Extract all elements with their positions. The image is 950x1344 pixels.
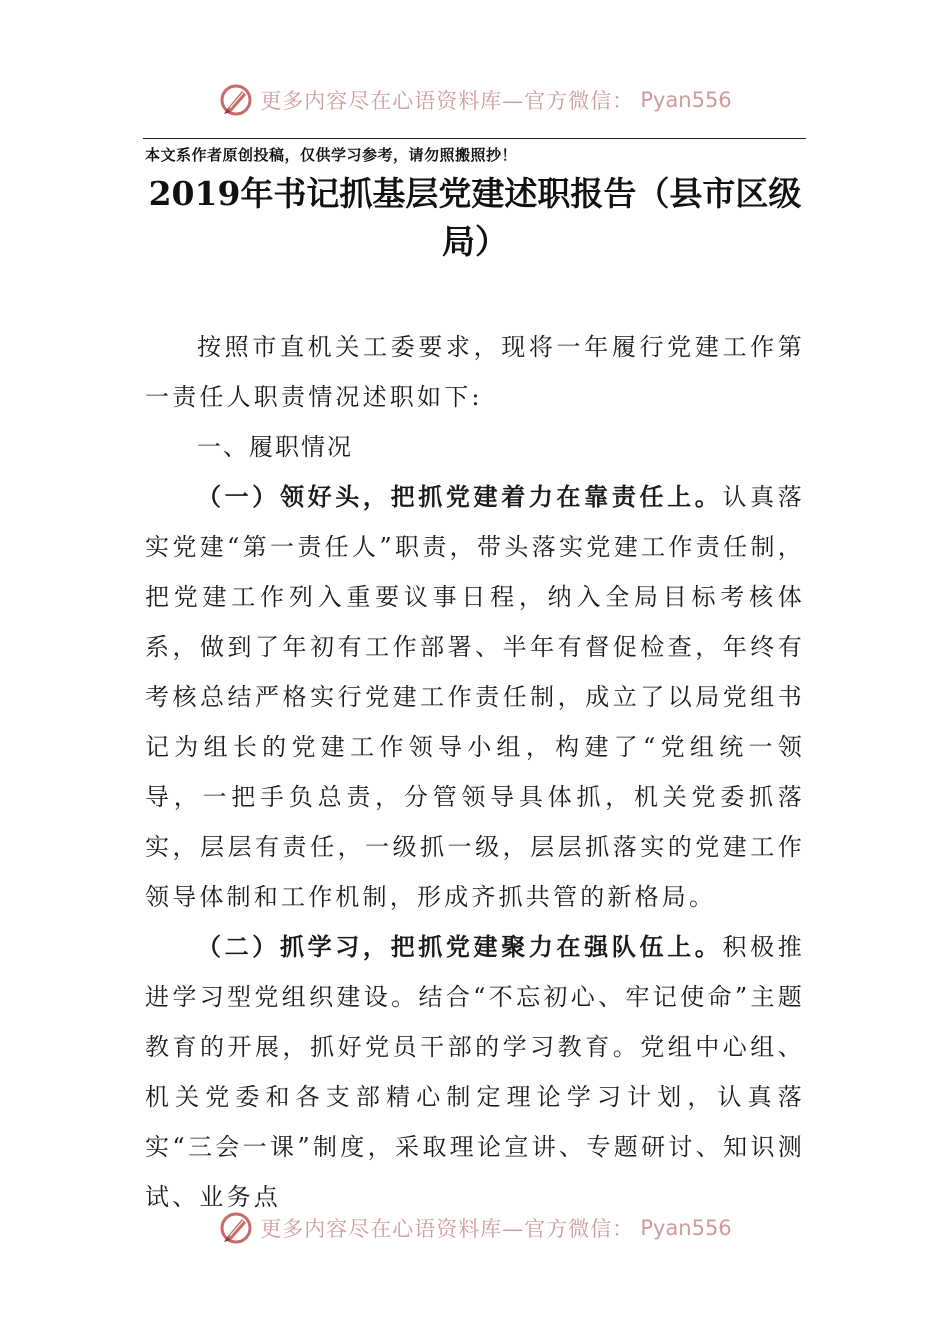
item-1-paragraph	[145, 472, 805, 922]
watermark-header	[0, 82, 950, 118]
document-body	[145, 322, 805, 1222]
watermark-wechat-id: Pyan556	[640, 1216, 732, 1240]
intro-paragraph: 按照市直机关工委要求，现将一年履行党建工作第一责任人职责情况述职如下:	[145, 333, 805, 411]
section-heading-1: 一、履职情况	[197, 433, 353, 461]
header-rule	[143, 138, 806, 139]
pen-nib-logo-icon	[218, 1210, 254, 1246]
item-2-body: 积极推进学习型党组织建设。结合“不忘初心、牢记使命”主题教育的开展，抓好党员干部的学习教育。党组中心组、机关党委和各支部精心制定理论学习计划，认真落实“三会一课”制度，采取理论宣讲、专题研讨、知识测试、业务点	[145, 933, 805, 1211]
watermark-wechat-id: Pyan556	[640, 88, 732, 112]
item-1-lead: （一）领好头，把抓党建着力在靠责任上。	[197, 482, 723, 511]
watermark-text: 更多内容尽在心语资料库—官方微信：	[260, 1217, 635, 1241]
watermark-text: 更多内容尽在心语资料库—官方微信：	[260, 89, 635, 113]
disclaimer-note: 本文系作者原创投稿，仅供学习参考，请勿照搬照抄！	[145, 146, 518, 164]
item-2-paragraph	[145, 922, 805, 1222]
pen-nib-logo-icon	[218, 82, 254, 118]
item-2-lead: （二）抓学习，把抓党建聚力在强队伍上。	[197, 932, 723, 961]
item-1-body: 认真落实党建“第一责任人”职责，带头落实党建工作责任制，把党建工作列入重要议事日程，纳入全局目标考核体系，做到了年初有工作部署、半年有督促检查，年终有考核总结严格实行党建工作责任制，成立了以局党组书记为组长的党建工作领导小组，构建了“党组统一领导，一把手负总责，分管领导具体抓，机关党委抓落实，层层有责任，一级抓一级，层层抓落实的党建工作领导体制和工作机制，形成齐抓共管的新格局。	[145, 483, 805, 911]
document-title: 2019年书记抓基层党建述职报告（县市区级局）	[148, 174, 802, 261]
watermark-footer	[0, 1210, 950, 1246]
